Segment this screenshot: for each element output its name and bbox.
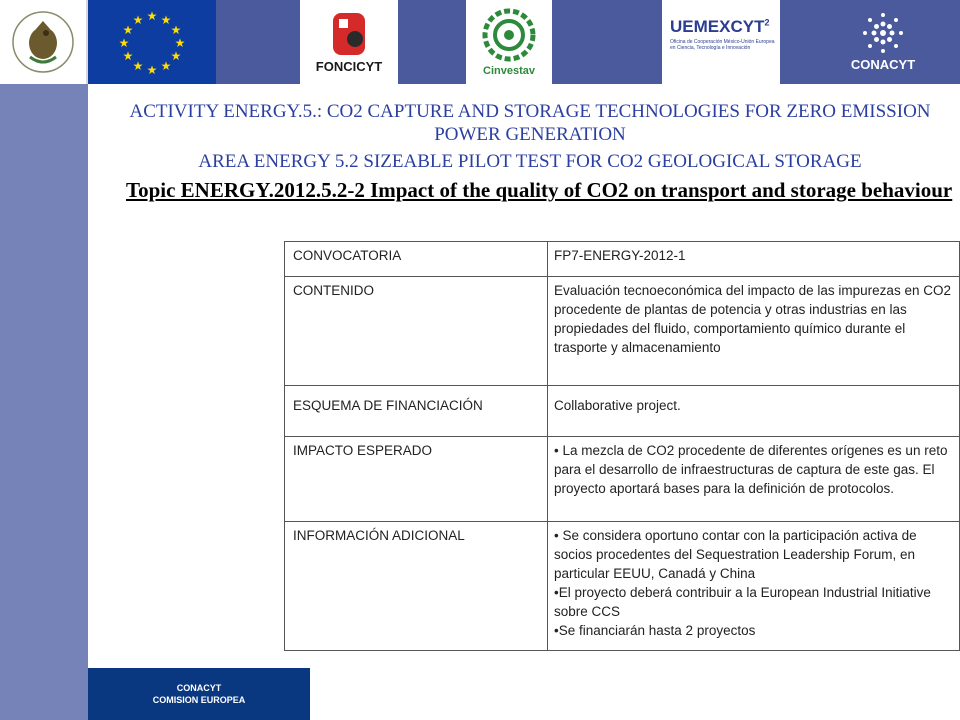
cinvestav-logo xyxy=(466,0,552,84)
row-key: CONVOCATORIA xyxy=(285,242,548,277)
mexico-logo xyxy=(0,0,88,84)
table-row xyxy=(285,437,960,522)
conacyt-label: CONACYT xyxy=(850,57,916,72)
conacyt-logo xyxy=(846,0,920,84)
row-value xyxy=(548,522,960,651)
svg-text:★: ★ xyxy=(170,23,182,37)
svg-text:★: ★ xyxy=(174,36,186,50)
bullet-item: •Se financiarán hasta 2 proyectos xyxy=(554,623,756,638)
svg-text:★: ★ xyxy=(122,23,134,37)
left-sidebar xyxy=(0,84,88,668)
uemexcyt-logo xyxy=(662,0,780,84)
svg-text:★: ★ xyxy=(146,63,158,77)
svg-text:★: ★ xyxy=(132,59,144,73)
row-key: ESQUEMA DE FINANCIACIÓN xyxy=(285,386,548,437)
foncicyt-logo xyxy=(300,0,398,84)
svg-text:★: ★ xyxy=(160,13,172,27)
foncicyt-logo-icon xyxy=(329,11,369,57)
footer-box xyxy=(88,668,310,720)
mexican-coat-of-arms-icon xyxy=(8,7,78,77)
table-row xyxy=(285,242,960,277)
row-value: FP7-ENERGY-2012-1 xyxy=(548,242,960,277)
eu-flag-icon xyxy=(110,6,194,78)
topic-heading: Topic ENERGY.2012.5.2-2 Impact of the quality of CO2 on transport and storage behaviour xyxy=(126,178,953,202)
table-row xyxy=(285,277,960,386)
svg-text:★: ★ xyxy=(122,49,134,63)
row-value: • La mezcla de CO2 procedente de diferentes orígenes es un reto para el desarrollo de infraestructuras de captura de este gas. El proyecto aportará bases para la definición de protocolos. xyxy=(548,437,960,522)
area-heading: AREA ENERGY 5.2 SIZEABLE PILOT TEST FOR CO2 GEOLOGICAL STORAGE xyxy=(198,151,862,172)
cinvestav-label: Cinvestav xyxy=(483,65,535,77)
svg-text:★: ★ xyxy=(118,36,130,50)
cinvestav-logo-icon xyxy=(481,7,537,63)
table-row xyxy=(285,522,960,651)
bullet-item: • Se considera oportuno contar con la participación activa de socios procedentes del Sequestration Leadership Forum, en particular EEUU, Canadá y China xyxy=(554,528,917,581)
eu-flag xyxy=(88,0,216,84)
uemexcyt-title: UEMEXCYT$^2$ xyxy=(670,17,770,36)
foncicyt-label: FONCICYT xyxy=(315,58,383,74)
table-row xyxy=(285,386,960,437)
row-value: Collaborative project. xyxy=(548,386,960,437)
svg-text:★: ★ xyxy=(146,9,158,23)
footer-line2: COMISION EUROPEA xyxy=(152,695,246,705)
footer-line1: CONACYT xyxy=(176,683,222,693)
bullet-item: •El proyecto deberá contribuir a la European Industrial Initiative sobre CCS xyxy=(554,585,931,619)
info-table xyxy=(284,241,960,651)
row-key: INFORMACIÓN ADICIONAL xyxy=(285,522,548,651)
row-key: IMPACTO ESPERADO xyxy=(285,437,548,522)
conacyt-dots-icon xyxy=(862,12,904,54)
row-key: CONTENIDO xyxy=(285,277,548,386)
activity-heading: ACTIVITY ENERGY.5.: CO2 CAPTURE AND STORAGE TECHNOLOGIES FOR ZERO EMISSION POWER GENERATION xyxy=(129,101,931,145)
svg-text:★: ★ xyxy=(132,13,144,27)
footer-left-block xyxy=(0,668,88,720)
row-value: Evaluación tecnoeconómica del impacto de las impurezas en CO2 procedente de plantas de potencia y otras industrias en las propiedades del fluido, comportamiento químico durante el trasporte y almacenamiento xyxy=(548,277,960,386)
svg-text:★: ★ xyxy=(160,59,172,73)
svg-text:★: ★ xyxy=(170,49,182,63)
uemexcyt-subtitle: Oficina de Cooperación México-Unión Europea en Ciencia, Tecnología e Innovación xyxy=(670,39,775,51)
